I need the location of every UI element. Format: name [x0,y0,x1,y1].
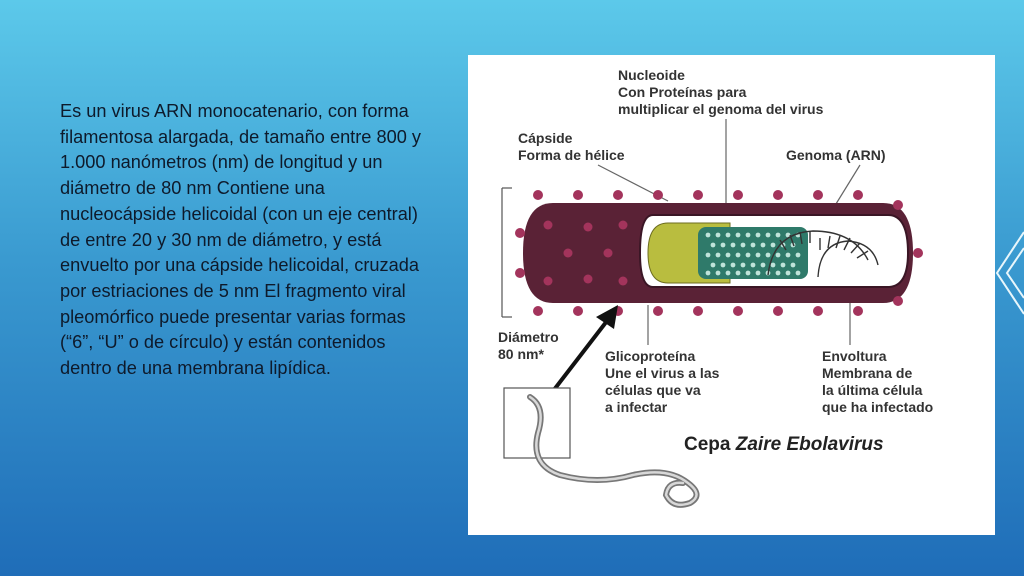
ebola-diagram [468,55,995,535]
diameter-bracket [502,188,512,317]
label-envoltura: Envoltura Membrana de la última célula que ha infectado [822,348,934,415]
label-nucleoide: Nucleoide Con Proteínas para multiplicar el genoma del virus [618,67,824,117]
figure-caption: Cepa Zaire Ebolavirus [684,434,884,455]
nucleocapsid [698,227,808,279]
ebola-virus-figure [468,55,995,535]
label-capside: Cápside Forma de hélice [518,130,625,163]
micrograph-inset [504,388,697,505]
description-paragraph: Es un virus ARN monocatenario, con forma filamentosa alargada, de tamaño entre 800 y 1.000 nanómetros (nm) de longitud y un diámetro de 80 nm Contiene una nucleocápside helicoidal (con un eje central) de entre 20 y 30 nm de diámetro, y está envuelto por una cápside helicoidal, cruzada por estriaciones de 5 nm El fragmento viral pleomórfico puede presentar varias formas (“6”, “U” o de círculo) y están contenidos dentro de una membrana lipídica. [60,101,421,379]
label-glicoproteina: Glicoproteína Une el virus a las células que va a infectar [605,348,720,415]
decorative-chevrons [994,0,1024,576]
label-genoma: Genoma (ARN) [786,147,886,163]
label-diametro: Diámetro 80 nm* [498,329,559,362]
